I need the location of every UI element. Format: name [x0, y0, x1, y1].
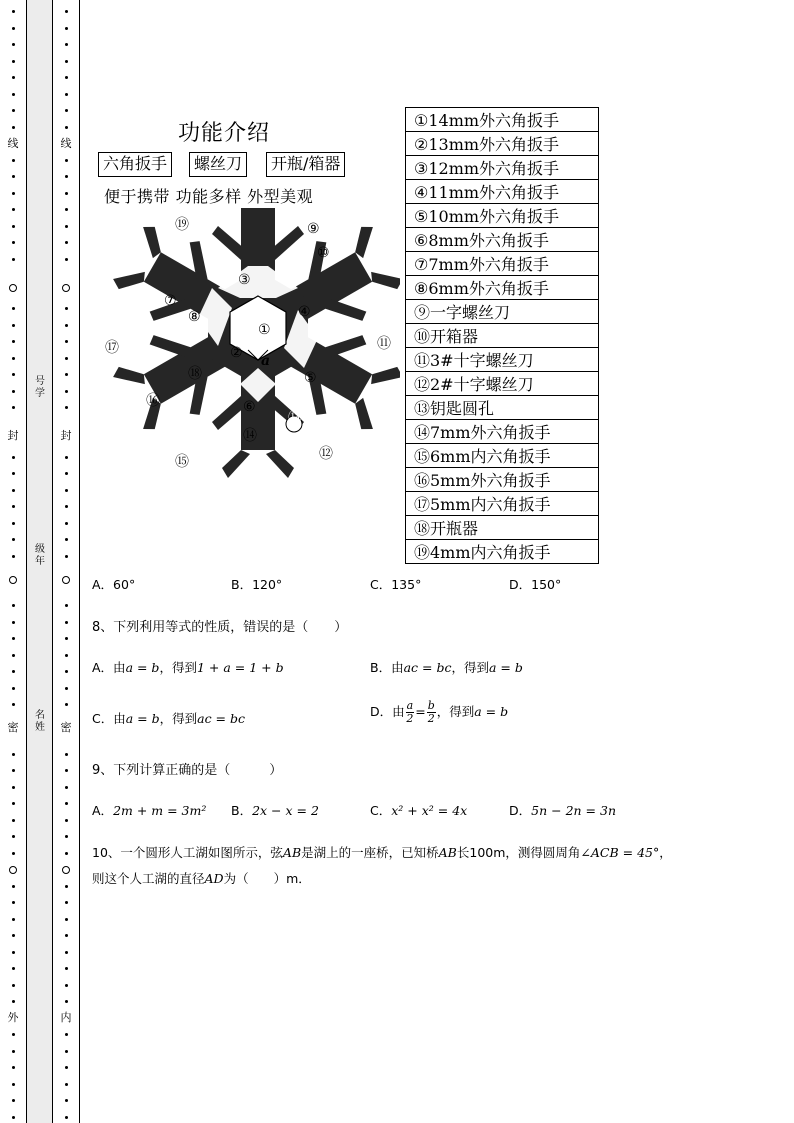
inner-dot: [65, 27, 68, 30]
outer-dot: [12, 373, 15, 376]
function-cell: ⑬钥匙圆孔: [406, 396, 599, 420]
inner-dot: [65, 175, 68, 178]
outer-dot: [12, 1066, 15, 1069]
function-cell: ⑰5mm内六角扳手: [406, 492, 599, 516]
student-info-strip: [26, 0, 53, 1123]
outer-dot: [12, 1033, 15, 1036]
outer-dot: [12, 109, 15, 112]
figure-callout-8: ⑧: [188, 309, 201, 325]
outer-dot: [12, 340, 15, 343]
outer-dot: [12, 175, 15, 178]
outer-dot: [12, 60, 15, 63]
outer-dot: [12, 703, 15, 706]
outer-dot: [12, 76, 15, 79]
angle-alpha-label: a: [261, 353, 271, 369]
inner-dot: [65, 984, 68, 987]
inner-dot: [65, 241, 68, 244]
outer-dot: [12, 835, 15, 838]
outer-dot: [12, 126, 15, 129]
inner-dot: [65, 901, 68, 904]
outer-seal-char: 密: [7, 721, 19, 734]
outer-dot: [12, 967, 15, 970]
inner-dot: [65, 1116, 68, 1119]
inner-dot: [65, 456, 68, 459]
figure-callout-15: ⑮: [175, 454, 189, 470]
inner-dot: [65, 406, 68, 409]
outer-dot: [12, 192, 15, 195]
function-cell: ⑪3#十字螺丝刀: [406, 348, 599, 372]
inner-dot: [65, 918, 68, 921]
inner-dot: [65, 208, 68, 211]
outer-dot: [12, 934, 15, 937]
outer-dot: [12, 93, 15, 96]
inner-dot: [65, 192, 68, 195]
inner-dot: [65, 489, 68, 492]
outer-dot: [12, 406, 15, 409]
outer-dot: [12, 472, 15, 475]
outer-dot: [12, 687, 15, 690]
strip-label-id: 号学: [35, 376, 45, 399]
inner-dot: [65, 1050, 68, 1053]
inner-dot: [65, 126, 68, 129]
function-row: [406, 348, 599, 372]
function-cell: ⑦7mm外六角扳手: [406, 252, 599, 276]
inner-dot: [65, 472, 68, 475]
outer-dot: [12, 1099, 15, 1102]
q10-stem-line2: 则这个人工湖的直径AD为（ ）m．: [92, 871, 311, 886]
figure-callout-1: ①: [258, 322, 271, 338]
inner-dot: [65, 934, 68, 937]
inner-dot: [65, 10, 68, 13]
inner-ring: [62, 576, 70, 584]
figure-callout-18: ⑱: [188, 366, 202, 382]
q9-option-d: D．5n − 2n = 3n: [509, 803, 616, 818]
function-row: [406, 132, 599, 156]
inner-dot: [65, 1000, 68, 1003]
tag-bottle-opener: 开瓶/箱器: [266, 152, 345, 177]
inner-dot: [65, 1099, 68, 1102]
outer-dot: [12, 307, 15, 310]
q8-option-c: C．由a = b，得到ac = bc: [92, 711, 246, 726]
function-cell: ⑲4mm内六角扳手: [406, 540, 599, 564]
inner-dot: [65, 340, 68, 343]
inner-dot: [65, 1083, 68, 1086]
outer-dot: [12, 802, 15, 805]
outer-dot: [12, 819, 15, 822]
inner-dot: [65, 555, 68, 558]
outer-dot: [12, 522, 15, 525]
outer-seal-char: 线: [7, 137, 19, 150]
function-row: [406, 204, 599, 228]
outer-dot: [12, 654, 15, 657]
outer-dot: [12, 753, 15, 756]
function-cell: ⑮6mm内六角扳手: [406, 444, 599, 468]
outer-dot: [12, 1050, 15, 1053]
inner-seal-char: 封: [60, 429, 72, 442]
inner-seal-char: 线: [60, 137, 72, 150]
function-row: [406, 444, 599, 468]
inner-dot: [65, 703, 68, 706]
function-cell: ④11mm外六角扳手: [406, 180, 599, 204]
q8-option-b: B．由ac = bc，得到a = b: [370, 660, 523, 675]
q8-stem: 8、下列利用等式的性质，错误的是（ ）: [92, 620, 348, 635]
outer-dot: [12, 10, 15, 13]
function-row: [406, 372, 599, 396]
function-row: [406, 396, 599, 420]
inner-dot: [65, 786, 68, 789]
outer-dot: [12, 555, 15, 558]
inner-dot: [65, 307, 68, 310]
function-table: [405, 107, 599, 564]
inner-dot: [65, 522, 68, 525]
inner-dot: [65, 604, 68, 607]
function-cell: ⑧6mm外六角扳手: [406, 276, 599, 300]
inner-seal-char: 内: [60, 1011, 72, 1024]
function-row: [406, 252, 599, 276]
function-cell: ③12mm外六角扳手: [406, 156, 599, 180]
outer-dot: [12, 786, 15, 789]
figure-callout-6: ⑥: [243, 399, 256, 415]
outer-dot: [12, 390, 15, 393]
function-cell: ⑤10mm外六角扳手: [406, 204, 599, 228]
outer-dot: [12, 1116, 15, 1119]
function-cell: ②13mm外六角扳手: [406, 132, 599, 156]
outer-dot: [12, 885, 15, 888]
figure-callout-7: ⑦: [164, 293, 177, 309]
q7-option-d: D．150°: [509, 577, 562, 592]
inner-dot: [65, 753, 68, 756]
outer-dot: [12, 241, 15, 244]
outer-dot: [12, 258, 15, 261]
outer-dot: [12, 951, 15, 954]
inner-dot: [65, 357, 68, 360]
q8-option-a: A．由a = b，得到1 + a = 1 + b: [92, 660, 284, 675]
figure-callout-17: ⑰: [105, 340, 119, 356]
function-cell: ⑩开箱器: [406, 324, 599, 348]
function-row: [406, 156, 599, 180]
outer-dot: [12, 357, 15, 360]
outer-dot: [12, 604, 15, 607]
function-row: [406, 420, 599, 444]
inner-ring: [62, 284, 70, 292]
figure-callout-9: ⑨: [307, 221, 320, 237]
inner-dot: [65, 1033, 68, 1036]
q10-stem-line1: 10、一个圆形人工湖如图所示，弦AB是湖上的一座桥，已知桥AB长100m，测得圆周角∠ACB = 45°，: [92, 845, 672, 860]
inner-dot: [65, 390, 68, 393]
outer-dot: [12, 324, 15, 327]
inner-dot: [65, 819, 68, 822]
inner-dot: [65, 687, 68, 690]
outer-seal-char: 外: [7, 1011, 19, 1024]
outer-dot: [12, 670, 15, 673]
inner-dot: [65, 769, 68, 772]
inner-dot: [65, 76, 68, 79]
figure-callout-19: ⑲: [175, 217, 189, 233]
inner-dot: [65, 505, 68, 508]
function-cell: ⑯5mm外六角扳手: [406, 468, 599, 492]
outer-dot: [12, 852, 15, 855]
outer-dot: [12, 505, 15, 508]
outer-dot: [12, 538, 15, 541]
inner-dot: [65, 637, 68, 640]
q7-option-a: A．60°: [92, 577, 136, 592]
inner-dot: [65, 835, 68, 838]
function-row: [406, 468, 599, 492]
inner-dot: [65, 885, 68, 888]
outer-dot: [12, 637, 15, 640]
outer-dot: [12, 1083, 15, 1086]
figure-title: 功能介绍: [178, 121, 271, 146]
binding-margin-outer: [0, 0, 26, 1123]
binding-margin-inner: [53, 0, 80, 1123]
function-cell: ⑱开瓶器: [406, 516, 599, 540]
outer-dot: [12, 621, 15, 624]
outer-dot: [12, 1000, 15, 1003]
outer-ring: [9, 576, 17, 584]
outer-dot: [12, 769, 15, 772]
q9-option-b: B．2x − x = 2: [231, 803, 319, 818]
inner-dot: [65, 159, 68, 162]
strip-label-name: 名姓: [35, 710, 45, 733]
inner-dot: [65, 951, 68, 954]
figure-callout-14: ⑭: [243, 428, 257, 444]
inner-dot: [65, 373, 68, 376]
figure-subtitle: 便于携带 功能多样 外型美观: [104, 187, 314, 206]
q7-option-c: C．135°: [370, 577, 422, 592]
inner-dot: [65, 967, 68, 970]
outer-dot: [12, 43, 15, 46]
inner-dot: [65, 670, 68, 673]
inner-dot: [65, 43, 68, 46]
figure-callout-16: ⑯: [146, 393, 160, 409]
inner-dot: [65, 109, 68, 112]
inner-seal-char: 密: [60, 721, 72, 734]
outer-dot: [12, 918, 15, 921]
figure-callout-4: ④: [298, 304, 311, 320]
tag-hex-wrench: 六角扳手: [98, 152, 172, 177]
function-row: [406, 228, 599, 252]
function-cell: ⑭7mm外六角扳手: [406, 420, 599, 444]
tag-screwdriver: 螺丝刀: [189, 152, 247, 177]
figure-callout-12: ⑫: [319, 446, 333, 462]
figure-callout-11: ⑪: [377, 336, 391, 352]
outer-dot: [12, 489, 15, 492]
q7-option-b: B．120°: [231, 577, 283, 592]
q9-option-a: A．2m + m = 3m²: [92, 803, 207, 818]
outer-dot: [12, 208, 15, 211]
inner-dot: [65, 324, 68, 327]
figure-callout-5: ⑤: [304, 370, 317, 386]
inner-dot: [65, 802, 68, 805]
function-cell: ①14mm外六角扳手: [406, 108, 599, 132]
function-cell: ⑨一字螺丝刀: [406, 300, 599, 324]
outer-dot: [12, 901, 15, 904]
inner-dot: [65, 654, 68, 657]
function-row: [406, 180, 599, 204]
function-row: [406, 300, 599, 324]
outer-dot: [12, 159, 15, 162]
figure-callout-3: ③: [238, 272, 251, 288]
outer-dot: [12, 225, 15, 228]
outer-ring: [9, 284, 17, 292]
inner-dot: [65, 93, 68, 96]
q9-stem: 9、下列计算正确的是（ ）: [92, 763, 283, 778]
function-row: [406, 276, 599, 300]
figure-callout-2: ②: [230, 345, 243, 361]
outer-dot: [12, 984, 15, 987]
inner-dot: [65, 225, 68, 228]
function-cell: ⑥8mm外六角扳手: [406, 228, 599, 252]
function-row: [406, 516, 599, 540]
strip-label-grade: 级年: [35, 544, 45, 567]
inner-ring: [62, 866, 70, 874]
figure-callout-10: ⑩: [317, 245, 330, 261]
snowflake-multitool-illustration: [100, 208, 400, 478]
outer-ring: [9, 866, 17, 874]
figure-callout-13: ⑬: [288, 410, 302, 426]
inner-dot: [65, 60, 68, 63]
inner-dot: [65, 852, 68, 855]
function-row: [406, 540, 599, 564]
q8-option-d: D．由 $\frac{a}{2}$ = $\frac{b}{2}$ ，得到a = b: [370, 699, 509, 725]
function-row: [406, 108, 599, 132]
inner-dot: [65, 1066, 68, 1069]
inner-dot: [65, 258, 68, 261]
inner-dot: [65, 538, 68, 541]
function-cell: ⑫2#十字螺丝刀: [406, 372, 599, 396]
function-row: [406, 492, 599, 516]
outer-seal-char: 封: [7, 429, 19, 442]
outer-dot: [12, 456, 15, 459]
q9-option-c: C．x² + x² = 4x: [370, 803, 468, 818]
outer-dot: [12, 27, 15, 30]
inner-dot: [65, 621, 68, 624]
function-row: [406, 324, 599, 348]
